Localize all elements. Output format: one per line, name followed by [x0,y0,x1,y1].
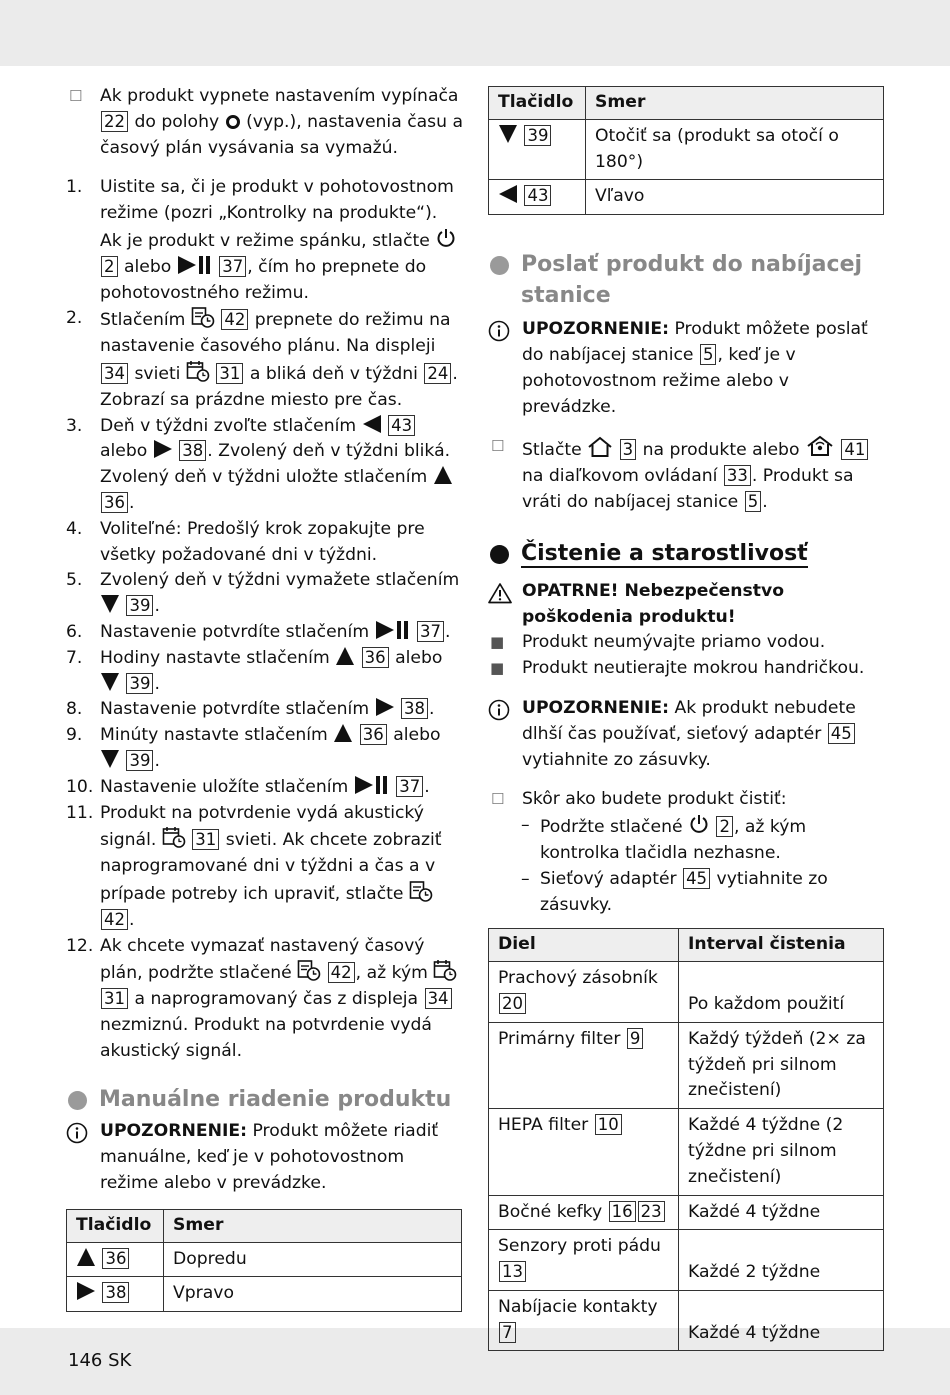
calendar-clock-icon [186,360,210,382]
step-7: 7. Hodiny nastavte stlačením 36 alebo 39 . [66,647,443,694]
calendar-clock-icon [433,959,457,981]
arrow-left-icon [362,414,382,434]
play-pause-icon [177,255,213,275]
clean-bullet: ☐ Skôr ako budete produkt čistiť: [488,787,886,813]
note-adapter: UPOZORNENIE: Ak produkt nebudete dlhší čas používať, sieťový adaptér 45 vytiahnite zo zásuvky. [488,696,886,773]
power-icon [435,227,457,249]
table-row: Bočné kefky 16 23 Každé 4 týždne [489,1195,884,1230]
cleaning-table: Diel Interval čistenia Prachový zásobník 20 Po každom použití Primárny filter 9 Každý týždeň (2× za týždeň pri silnom znečistení) HEPA filter 10 Každé 4 týždne (2 týždne pri silnom znečistení) Bočné kefky 16 23 Každé 4 týždne Senzory proti pádu 13 Každé 2 týždne Nabíjacie kontakty 7 Každé 4 týždne [488,928,884,1351]
home-remote-icon [805,434,835,458]
arrow-down-icon [498,124,518,144]
page-number: 146 SK [68,1350,132,1371]
ref-number: 22 [101,111,128,132]
table-row: Primárny filter 9 Každý týždeň (2× za týždeň pri silnom znečistení) [489,1022,884,1108]
section-title-dock: Poslať produkt do nabíjacej stanice [488,249,886,311]
step-5: 5. Zvolený deň v týždni vymažete stlačením 39 . [66,570,460,617]
step-12: 12. Ak chcete vymazať nastavený časový plán, podržte stlačené 42 , až kým 31 a naprogramovaný čas z displeja 34 nezmiznú. Produkt na potvrdenie vydá akustický signál. [66,934,464,1065]
info-icon [488,699,510,721]
schedule-icon [191,306,215,328]
arrow-right-icon [76,1281,96,1301]
step-1: 1. Uistite sa, či je produkt v pohotovostnom režime (pozri „Kontrolky na produkte“). Ak je produkt v režime spánku, stlačte 2 alebo 37 , čím ho prepnete do pohotovostného režimu. [66,175,464,306]
schedule-icon [409,880,433,902]
left-column [66,84,464,1312]
play-pause-icon [375,620,411,640]
arrow-down-icon [100,594,120,614]
caution-item: ■ Produkt neutierajte mokrou handričkou. [490,658,865,679]
calendar-clock-icon [162,826,186,848]
right-column [488,86,886,1351]
table-row: 36 Dopredu [67,1242,462,1277]
step-4: 4. Voliteľné: Predošlý krok zopakujte pre všetky požadované dni v týždni. [66,518,425,565]
arrow-up-icon [433,465,453,485]
table-row: 39 Otočiť sa (produkt sa otočí o 180°) [489,119,884,180]
arrow-up-icon [335,646,355,666]
table-row: Senzory proti pádu 13 Každé 2 týždne [489,1230,884,1291]
arrow-down-icon [100,749,120,769]
play-pause-icon [354,775,390,795]
checkbox-bullet: ☐ [491,437,505,456]
direction-table-right: Tlačidlo Smer 39 Otočiť sa (produkt sa otočí o 180°) 43 Vľavo [488,86,884,215]
home-icon [587,436,613,458]
checkbox-bullet: ☐ [69,87,83,105]
note-manual: UPOZORNENIE: Produkt môžete riadiť manuálne, keď je v pohotovostnom režime alebo v prevádzke. [66,1119,464,1196]
note-dock: UPOZORNENIE: Produkt môžete poslať do nabíjacej stanice 5 , keď je v pohotovostnom režime alebo v prevádzke. [488,317,886,420]
step-9: 9. Minúty nastavte stlačením 36 alebo 39 . [66,725,441,771]
off-circle-icon [225,114,241,130]
intro-bullet: ☐ Ak produkt vypnete nastavením vypínača 22 do polohy (vyp.), nastavenia času a časový plán vysávania sa vymažú. [69,86,464,158]
arrow-right-icon [153,439,173,459]
table-row: 38 Vpravo [67,1277,462,1312]
table-row: Prachový zásobník 20 Po každom použití [489,962,884,1023]
table-row: HEPA filter 10 Každé 4 týždne (2 týždne pri silnom znečistení) [489,1109,884,1195]
step-3: 3. Deň v týždni zvoľte stlačením 43 alebo 38 . Zvolený deň v týždni bliká. Zvolený deň v týždni uložte stlačením 36 . [66,414,464,517]
table-row: 43 Vľavo [489,180,884,215]
arrow-down-icon [100,672,120,692]
step-11: 11. Produkt na potvrdenie vydá akustický signál. 31 svieti. Ak chcete zobraziť naprogramované dni v týždni a čas a v prípade potreby ich upraviť, stlačte 42 . [66,802,442,930]
dash-item: – Podržte stlačené 2 , až kým kontrolka tlačidla nezhasne. [521,815,807,863]
direction-table-left: Tlačidlo Smer 36 Dopredu 38 Vpravo [66,1209,462,1312]
power-icon [688,813,710,835]
top-band [0,0,950,66]
info-icon [488,320,510,342]
step-8: 8. Nastavenie potvrdíte stlačením 38 . [66,699,435,720]
section-title-manual: Manuálne riadenie produktu [66,1084,464,1115]
step-10: 10. Nastavenie uložíte stlačením 37 . [66,776,430,797]
arrow-right-icon [375,697,395,717]
arrow-left-icon [498,184,518,204]
schedule-icon [297,959,321,981]
table-row: Nabíjacie kontakty 7 Každé 4 týždne [489,1290,884,1351]
step-2: 2. Stlačením 42 prepnete do režimu na nastavenie časového plánu. Na displeji 34 svieti 31 a bliká deň v týždni 24 . Zobrazí sa prázdne miesto pre čas. [66,308,458,410]
caution-item: ■ Produkt neumývajte priamo vodou. [490,632,826,653]
dash-item: – Sieťový adaptér 45 vytiahnite zo zásuvky. [521,868,828,915]
section-title-cleaning: Čistenie a starostlivosť [488,538,886,569]
caution-note: OPATRNE! Nebezpečenstvo poškodenia produktu! [488,579,886,631]
arrow-up-icon [76,1247,96,1267]
step-6: 6. Nastavenie potvrdíte stlačením 37 . [66,621,451,642]
info-icon [66,1122,88,1144]
checkbox-bullet: ☐ [491,790,505,809]
dock-bullet: ☐ Stlačte 3 na produkte alebo 41 na diaľkovom ovládaní 33 . Produkt sa vráti do nabíjacej stanice 5 . [488,434,886,515]
warning-icon [488,582,512,604]
arrow-up-icon [333,723,353,743]
